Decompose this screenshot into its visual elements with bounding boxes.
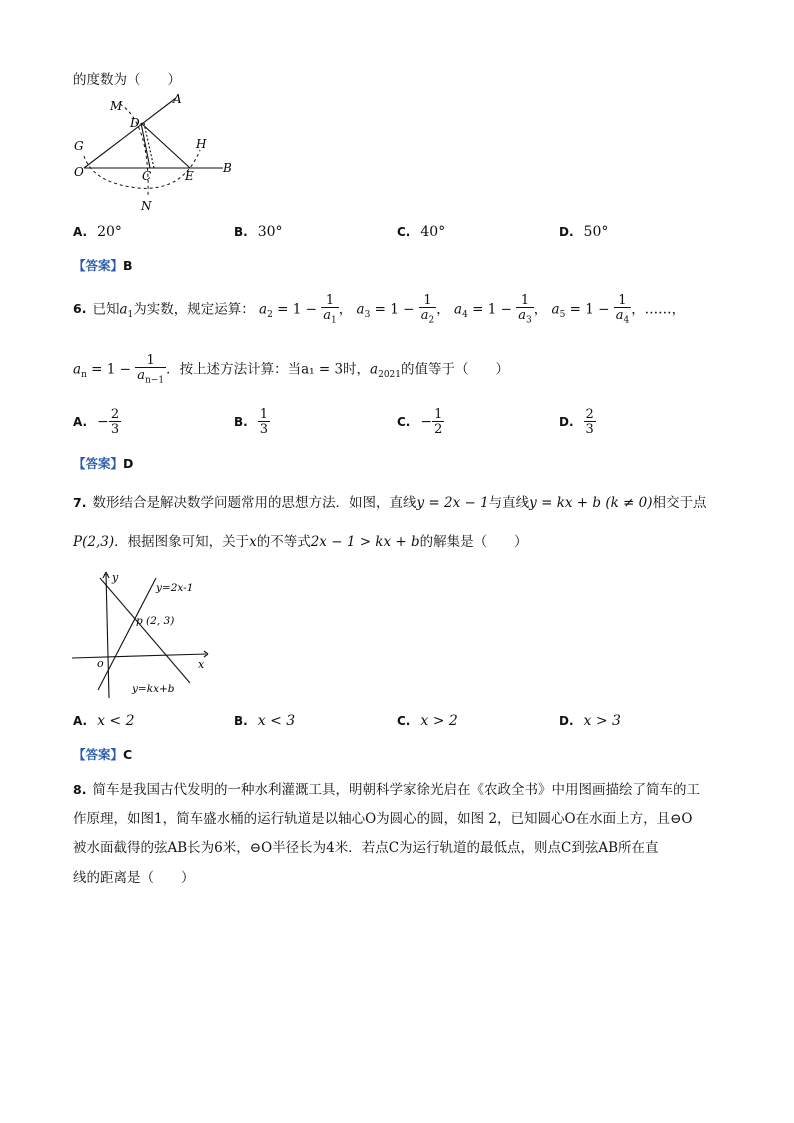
q6-option-a: A. − $\frac{2}{3}$	[73, 407, 120, 437]
q8-line1: 8. 简车是我国古代发明的一种水利灌溉工具，明朝科学家徐光启在《农政全书》中用图画描绘了简车的工	[73, 782, 700, 798]
label-M: M	[110, 99, 123, 113]
q5-answer: 【答案】B	[73, 258, 133, 273]
label-O: O	[74, 165, 84, 179]
q5-option-c: C. 40°	[397, 224, 446, 240]
q7-option-c: C. x > 2	[397, 713, 458, 729]
label-B: B	[223, 161, 232, 175]
label-N: N	[141, 199, 152, 213]
q7-line-graph	[70, 568, 215, 700]
origin-label: o	[97, 657, 104, 670]
line1-label: y=2x-1	[156, 582, 194, 594]
q5-option-d: D. 50°	[559, 224, 609, 240]
q5-angle-figure	[68, 88, 238, 213]
y-axis	[106, 574, 109, 698]
y-axis-label: y	[112, 571, 119, 584]
q5-stem-end: 的度数为（ ）	[73, 72, 181, 88]
q8-line2: 作原理，如图1，简车盛水桶的运行轨道是以轴心O为圆心的圆，如图 2，已知圆心O在水面上方，且⊖O	[73, 811, 693, 827]
q8-line4: 线的距离是（ ）	[73, 870, 195, 886]
q5-option-a: A. 20°	[73, 224, 122, 240]
x-axis	[72, 654, 206, 658]
q6-line1: 6. 已知$a_1$为实数，规定运算： $a_2 = 1$ − $\frac{1}{a_1}$ ， $a_3 = 1$ − $\frac{1}{a_2}$ ， $a_4 = 1$ − $\frac{1}{a_3}$ ， $a_5 = 1$ − $\frac{1}{a_4}$ ，……，	[73, 293, 686, 326]
label-H: H	[196, 137, 207, 151]
q6-option-b: B. $\frac{1}{3}$	[234, 407, 268, 437]
q7-option-d: D. x > 3	[559, 713, 621, 729]
x-axis-label: x	[198, 658, 205, 671]
point-label: p (2, 3)	[136, 615, 175, 627]
label-A: A	[173, 92, 182, 106]
q6-line2: $a_n = 1$ − $\frac{1}{a_{n-1}}$ ．按上述方法计算：当a₁ = 3时，$a_{2021}$的值等于（ ）	[73, 353, 510, 386]
q6-option-c: C. − $\frac{1}{2}$	[397, 407, 443, 437]
q7-line2: P(2,3)．根据图象可知，关于x的不等式2x − 1 > kx + b的解集是（ ）	[73, 534, 528, 550]
q7-line1: 7. 数形结合是解决数学问题常用的思想方法．如图，直线y = 2x − 1与直线y = kx + b (k ≠ 0)相交于点	[73, 495, 707, 511]
q7-option-a: A. x < 2	[73, 713, 135, 729]
q8-line3: 被水面截得的弦AB长为6米，⊖O半径长为4米．若点C为运行轨道的最低点，则点C到弦AB所在直	[73, 840, 659, 856]
q7-option-b: B. x < 3	[234, 713, 296, 729]
line2-label: y=kx+b	[132, 683, 175, 695]
label-C: C	[142, 169, 152, 183]
q7-answer: 【答案】C	[73, 747, 133, 762]
q6-answer: 【答案】D	[73, 456, 134, 471]
label-G: G	[74, 139, 84, 153]
label-E: E	[185, 169, 194, 183]
label-D: D	[130, 116, 140, 130]
q6-option-d: D. $\frac{2}{3}$	[559, 407, 594, 437]
q5-option-b: B. 30°	[234, 224, 283, 240]
